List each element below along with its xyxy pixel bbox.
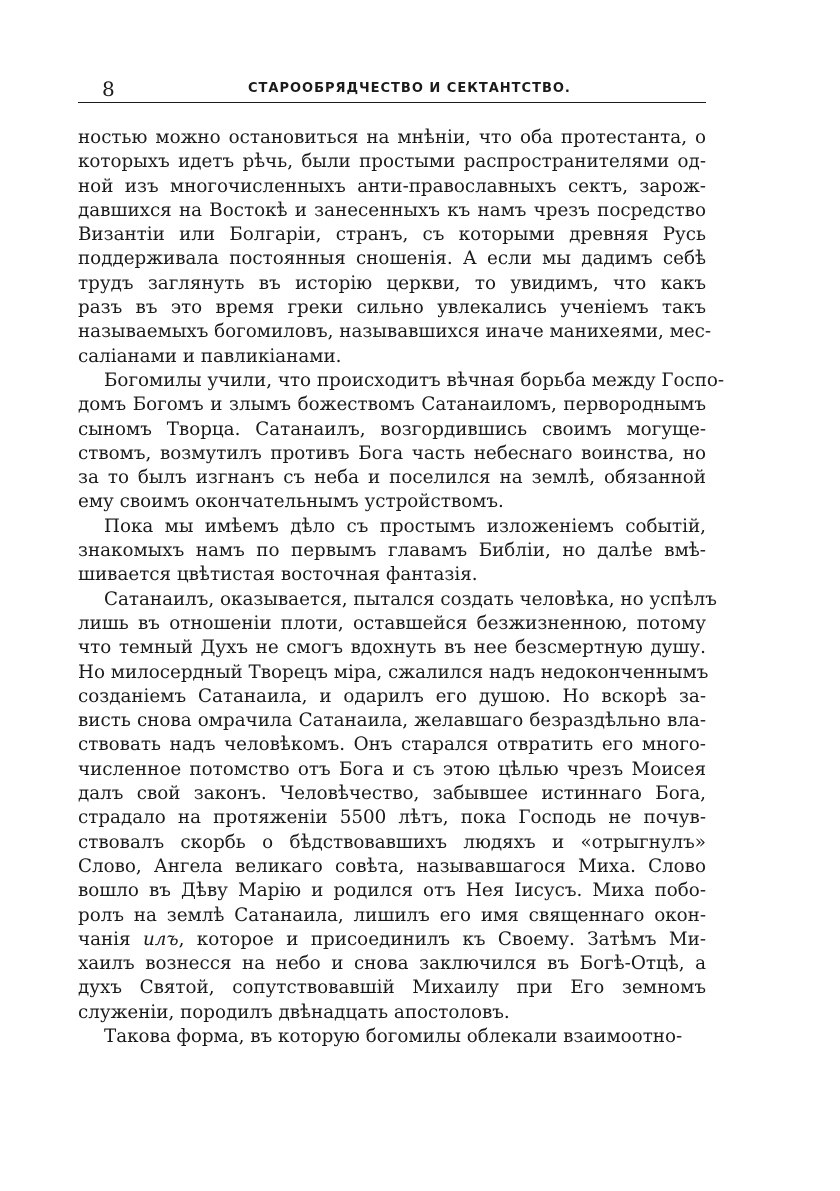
text-line: чанія илъ, которое и присоединилъ къ Своему. Затѣмъ Ми- (78, 928, 706, 950)
paragraph (78, 588, 717, 1025)
page-header (78, 78, 706, 103)
text-line: духъ Святой, сопутствовавшій Михаилу при Его земномъ (78, 977, 706, 999)
paragraph (78, 369, 725, 515)
text-line: ностью можно остановиться на мнѣніи, что оба протестанта, о (78, 127, 706, 148)
text-line: давшихся на Востокѣ и занесенныхъ къ намъ чрезъ посредство (78, 199, 706, 221)
text-line: Слово, Ангела великаго совѣта, называвшагося Миха. Слово (78, 855, 706, 877)
text-line: вошло въ Дѣву Марію и родился отъ Нея Іисусъ. Миха побо- (78, 880, 706, 902)
page-number: 8 (102, 77, 115, 101)
emphasis: илъ (142, 928, 179, 950)
text-line: за то былъ изгнанъ съ неба и поселился на землѣ, обязанной (78, 467, 706, 489)
text-line: далъ свой законъ. Человѣчество, забывшее истиннаго Бога, (78, 783, 706, 805)
text-line: поддерживала постоянныя сношенія. А если мы дадимъ себѣ (78, 248, 706, 270)
text-line: висть снова омрачила Сатанаила, желавшаго безраздѣльно вла- (78, 710, 706, 732)
text-line: домъ Богомъ и злымъ божествомъ Сатанаиломъ, первороднымъ (78, 394, 706, 416)
text-line: сыномъ Творца. Сатанаилъ, возгордившись своимъ могуще- (78, 418, 706, 440)
text-line: Но милосердный Творецъ міра, сжалился надъ недоконченнымъ (78, 661, 709, 683)
text-line: ствомъ, возмутилъ противъ Бога часть небеснаго воинства, но (78, 442, 706, 464)
text-line: разъ въ это время греки сильно увлекались ученіемъ такъ (78, 297, 706, 319)
text-line: ной изъ многочисленныхъ анти-православныхъ сектъ, зарож- (78, 175, 706, 197)
text-line: Богомилы учили, что происходитъ вѣчная борьба между Госпо- (104, 369, 725, 391)
text-line: ствовалъ скорбь о бѣдствовавшихъ людяхъ и «отрыгнулъ» (78, 831, 706, 853)
text-line: знакомыхъ намъ по первымъ главамъ Библіи, но далѣе вмѣ- (78, 540, 706, 562)
text-line: Такова форма, въ которую богомилы облекали взаимоотно- (104, 1025, 683, 1047)
text-line: Сатанаилъ, оказывается, пытался создать человѣка, но успѣлъ (104, 588, 717, 610)
book-page (78, 77, 725, 1049)
paragraph (78, 1025, 706, 1049)
paragraph (78, 126, 712, 369)
text-line: страдало на протяженіи 5500 лѣтъ, пока Господь не почув- (78, 807, 706, 829)
paragraph (78, 515, 706, 588)
text-line: саліанами и павликіанами. (78, 345, 342, 367)
text-line: шивается цвѣтистая восточная фантазія. (78, 564, 478, 586)
text-line: что темный Духъ не смогъ вдохнуть въ нее безсмертную душу. (78, 637, 706, 659)
text-line: называемыхъ богомиловъ, называвшихся иначе манихеями, мес- (78, 321, 712, 343)
text-line: которыхъ идетъ рѣчь, были простыми распространителями од- (78, 151, 706, 173)
body-text (78, 126, 725, 1049)
text-line: Пока мы имѣемъ дѣло съ простымъ изложеніемъ событій, (104, 515, 706, 537)
text-line: созданіемъ Сатанаила, и одарилъ его душою. Но вскорѣ за- (78, 685, 706, 707)
text-line: лишь въ отношеніи плоти, оставшейся безжизненною, потому (78, 612, 706, 634)
text-line: ствовать надъ человѣкомъ. Онъ старался отвратить его много- (78, 734, 706, 756)
text-line: служеніи, породилъ двѣнадцать апостоловъ. (78, 1001, 510, 1023)
text-line: ролъ на землѣ Сатанаила, лишилъ его имя священнаго окон- (78, 904, 706, 926)
text-line: численное потомство отъ Бога и съ этою цѣлью чрезъ Моисея (78, 758, 706, 780)
running-title: СТАРООБРЯДЧЕСТВО И СЕКТАНТСТВО. (248, 81, 571, 96)
text-line: Византіи или Болгаріи, странъ, съ которыми древняя Русь (78, 224, 706, 246)
text-line: трудъ заглянуть въ исторію церкви, то увидимъ, что какъ (78, 272, 706, 294)
text-line: ему своимъ окончательнымъ устройствомъ. (78, 491, 504, 513)
text-line: хаилъ вознесся на небо и снова заключился въ Богѣ-Отцѣ, а (78, 953, 706, 975)
